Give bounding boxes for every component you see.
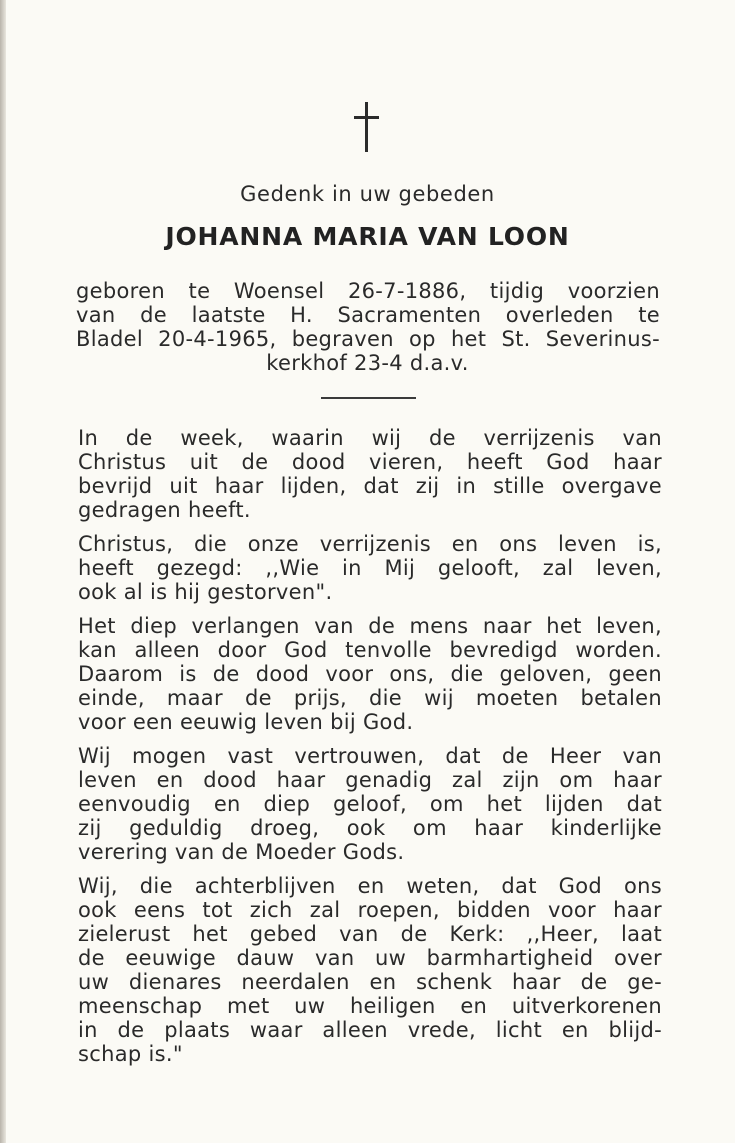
paragraph <box>78 874 662 1066</box>
latin-cross-icon <box>352 102 382 154</box>
intro-text: Gedenk in uw gebeden <box>240 182 495 206</box>
paragraph <box>78 744 662 864</box>
birth-death-details <box>76 279 660 351</box>
text-line: In de week, waarin wij de verrijzenis van <box>78 426 662 450</box>
text-line: ook al is hij gestorven". <box>78 580 333 604</box>
text-line: Christus, die onze verrijzenis en ons leven is, <box>78 532 662 556</box>
card-edge-shadow <box>0 0 6 1143</box>
text-line: verering van de Moeder Gods. <box>78 840 405 864</box>
text-line: Het diep verlangen van de mens naar het leven, <box>78 614 662 638</box>
text-line: uw dienares neerdalen en schenk haar de ge- <box>78 970 662 994</box>
text-line: bevrijd uit haar lijden, dat zij in stille overgave <box>78 474 662 498</box>
text-line: eenvoudig en diep geloof, om het lijden dat <box>78 792 662 816</box>
birth-line: van de laatste H. Sacramenten overleden te <box>76 303 660 327</box>
text-line: heeft gezegd: ,,Wie in Mij gelooft, zal leven, <box>78 556 662 580</box>
text-line: einde, maar de prijs, die wij moeten betalen <box>78 686 662 710</box>
birth-line: geboren te Woensel 26-7-1886, tijdig voorzien <box>76 279 660 303</box>
text-line: schap is." <box>78 1042 183 1066</box>
text-line: ook eens tot zich zal roepen, bidden voor haar <box>78 898 662 922</box>
birth-line: Bladel 20-4-1965, begraven op het St. Severinus- <box>76 327 660 351</box>
text-line: in de plaats waar alleen vrede, licht en blijd- <box>78 1018 662 1042</box>
paragraph <box>78 532 662 604</box>
text-line: Christus uit de dood vieren, heeft God haar <box>78 450 662 474</box>
text-line: Daarom is de dood voor ons, die geloven, geen <box>78 662 662 686</box>
text-line: Wij, die achterblijven en weten, dat God ons <box>78 874 662 898</box>
text-line: voor een eeuwig leven bij God. <box>78 710 414 734</box>
deceased-name: JOHANNA MARIA VAN LOON <box>165 222 570 251</box>
paragraph <box>78 426 662 522</box>
burial-line: kerkhof 23-4 d.a.v. <box>266 351 469 375</box>
paragraph <box>78 614 662 734</box>
text-line: leven en dood haar genadig zal zijn om haar <box>78 768 662 792</box>
text-line: Wij mogen vast vertrouwen, dat de Heer van <box>78 744 662 768</box>
text-line: meenschap met uw heiligen en uitverkorenen <box>78 994 662 1018</box>
divider-rule <box>321 397 416 399</box>
text-line: zij geduldig droeg, ook om haar kinderlijke <box>78 816 662 840</box>
text-line: gedragen heeft. <box>78 498 251 522</box>
text-line: kan alleen door God tenvolle bevredigd worden. <box>78 638 662 662</box>
memorial-text <box>78 426 662 1076</box>
text-line: zielerust het gebed van de Kerk: ,,Heer, laat <box>78 922 662 946</box>
text-line: de eeuwige dauw van uw barmhartigheid over <box>78 946 662 970</box>
